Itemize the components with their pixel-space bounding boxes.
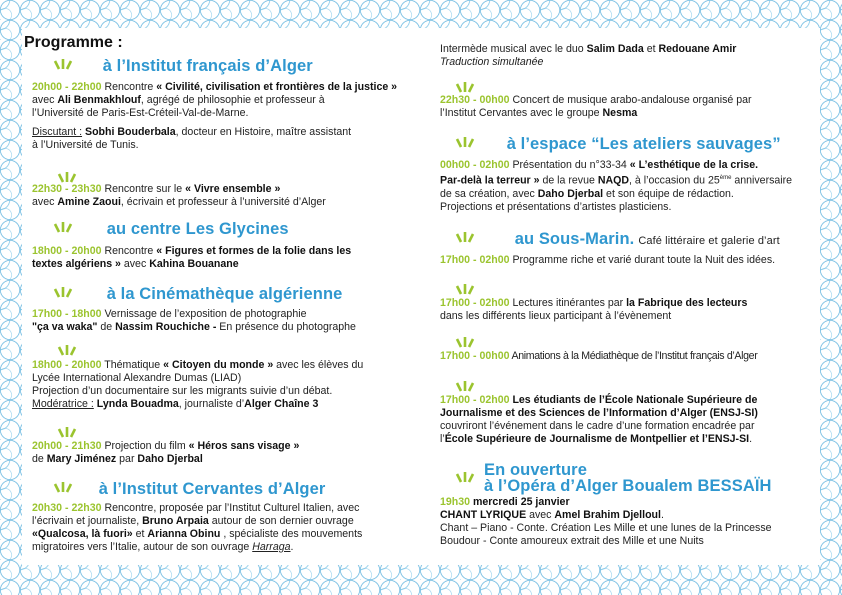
event-etudiants-ensj: 17h00 - 02h00 Les étudiants de l’École Nationale Supérieure de Journalisme et des Sciences de l’Information d’Alger (ENSJ-SI) couvriront l’événement dans le cadre d’une formation encadrée par l’École Supérieure de Journalisme de Montpellier et l’ENSJ-SI.: [440, 394, 758, 445]
spark-icon: [52, 480, 74, 494]
event-programme-riche: 17h00 - 02h00 Programme riche et varié durant toute la Nuit des idées.: [440, 254, 776, 266]
spark-icon: [454, 230, 476, 244]
venue-heading-cinematheque: à la Cinémathèque algérienne: [52, 285, 342, 304]
event-concert-arabo-andalou: 22h30 - 00h00 Concert de musique arabo-andalouse organisé par l’Institut Cervantes avec le groupe Nesma: [440, 94, 752, 119]
venue-heading-glycines: au centre Les Glycines: [52, 220, 289, 239]
venue-heading-sous-marin: au Sous-Marin. Café littéraire et galerie d’art: [454, 230, 780, 249]
event-rencontre-italien: 20h30 - 22h30 Rencontre, proposée par l’Institut Culturel Italien, avec l’écrivain et journaliste, Bruno Arpaia autour de son dernier ouvrage «Qualcosa, là fuori» et Arianna Obinu , spécialiste des mouvements migratoires vers l’Italie, autour de son ouvrage Harraga.: [32, 502, 363, 553]
event-vernissage: 17h00 - 18h00 Vernissage de l’exposition de photographie "ça va waka" de Nassim Rouchiche - En présence du photographe: [32, 308, 356, 333]
event-chant-lyrique: 19h30 mercredi 25 janvier CHANT LYRIQUE avec Amel Brahim Djelloul. Chant – Piano - Conte. Création Les Mille et une lunes de la Princesse Boudour - Conte amoureux extrait des Mille et une Nuits: [440, 496, 772, 547]
spark-icon: [52, 220, 74, 234]
page-title: Programme :: [24, 34, 123, 51]
event-figures-folie: 18h00 - 20h00 Rencontre « Figures et formes de la folie dans les textes algériens » avec Kahina Bouanane: [32, 245, 352, 270]
event-citoyen-du-monde: 18h00 - 20h00 Thématique « Citoyen du monde » avec les élèves du Lycée International Alexandre Dumas (LIAD) Projection d’un documentaire sur les migrants suivie d’un débat. Modératrice : Lynda Bouadma, journaliste d’Alger Chaîne 3: [32, 359, 364, 410]
spark-icon: [454, 469, 476, 488]
venue-heading-cervantes: à l’Institut Cervantes d’Alger: [52, 480, 325, 499]
event-animations-mediatheque: 17h00 - 00h00 Animations à la Médiathèque de l’Institut français d’Alger: [440, 350, 758, 362]
venue-heading-ateliers-sauvages: à l’espace “Les ateliers sauvages”: [454, 135, 781, 154]
event-vivre-ensemble: 22h30 - 23h30 Rencontre sur le « Vivre ensemble » avec Amine Zaoui, écrivain et professeur à l’université d’Alger: [32, 183, 326, 208]
event-naqd-presentation: 00h00 - 02h00 Présentation du n°33-34 « L’esthétique de la crise. Par-delà la terreur » de la revue NAQD, à l’occasion du 25ème anniversaire de sa création, avec Daho Djerbal et son équipe de rédaction. Projections et présentations d’artistes plasticiens.: [440, 159, 793, 213]
venue-heading-opera: En ouverture à l’Opéra d’Alger Boualem BESSAÏH: [484, 461, 772, 495]
event-heros-sans-visage: 20h00 - 21h30 Projection du film « Héros sans visage » de Mary Jiménez par Daho Djerbal: [32, 440, 300, 465]
event-civilite: 20h00 - 22h00 Rencontre « Civilité, civilisation et frontières de la justice » avec Ali Benmakhlouf, agrégé de philosophie et professeur à l’Université de Paris-Est-Créteil-Val-de-Marne. Discutant : Sobhi Bouderbala, docteur en Histoire, maître assistant à l’Université de Tunis.: [32, 81, 398, 151]
event-lectures-itinerantes: 17h00 - 02h00 Lectures itinérantes par la Fabrique des lecteurs dans les différents lieux participant à l’évènement: [440, 297, 748, 322]
spark-icon: [454, 135, 476, 149]
venue-heading-institut-francais: à l’Institut français d’Alger: [52, 57, 313, 76]
spark-icon: [52, 285, 74, 299]
event-intermede-musical: Intermède musical avec le duo Salim Dada et Redouane Amir Traduction simultanée: [440, 43, 737, 68]
programme-panel: [22, 28, 820, 565]
spark-icon: [52, 57, 74, 71]
